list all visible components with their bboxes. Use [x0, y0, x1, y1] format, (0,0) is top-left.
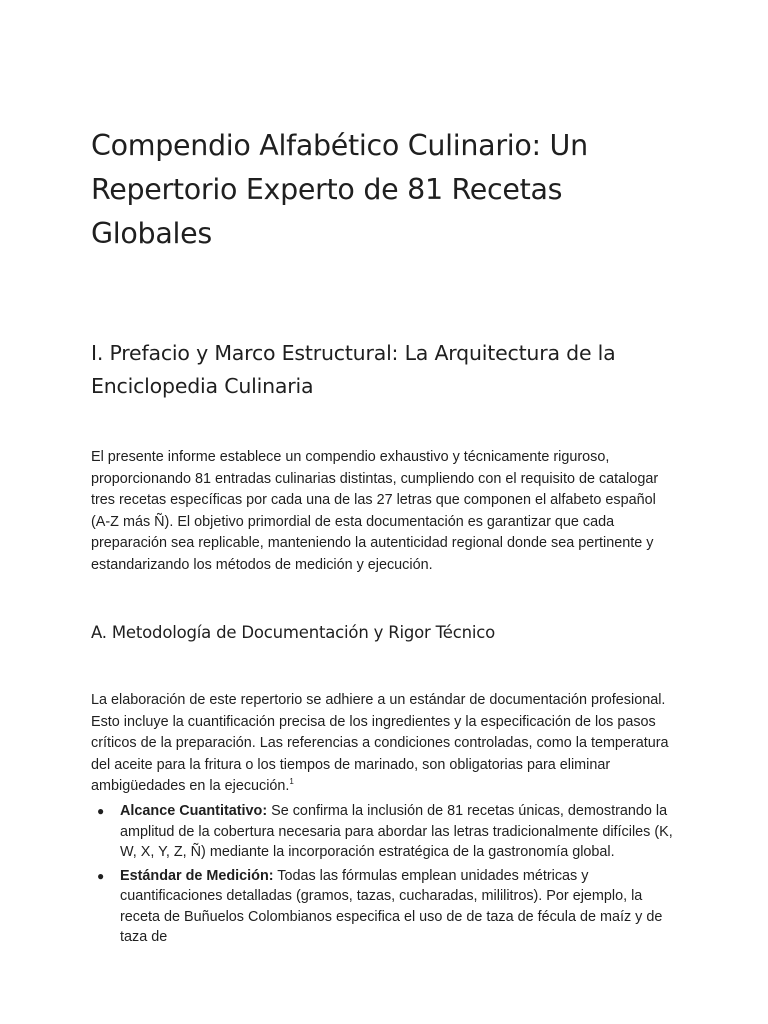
footnote-reference[interactable]: 1: [289, 777, 294, 787]
bullet-icon: ●: [97, 868, 105, 883]
intro-paragraph: El presente informe establece un compendio exhaustivo y técnicamente riguroso, proporcionando 81 entradas culinarias distintas, cumpliendo con el requisito de catalogar tres recetas específicas por cada una de las 27 letras que componen el alfabeto español (A-Z más Ñ). El objetivo primordial de esta documentación es garantizar que cada preparación sea replicable, manteniendo la autenticidad regional donde sea pertinente y estandarizando los métodos de medición y ejecución.: [91, 449, 659, 573]
list-item: [91, 801, 681, 863]
section-heading: I. Prefacio y Marco Estructural: La Arquitectura de la Enciclopedia Culinaria: [91, 341, 616, 398]
list-item: [91, 866, 681, 948]
bullet-icon: ●: [97, 804, 105, 818]
list-item-label: Estándar de Medición:: [120, 867, 274, 884]
method-paragraph-text: La elaboración de este repertorio se adhiere a un estándar de documentación profesional. Esto incluye la cuantificación precisa de los ingredientes y la especificación de los pasos críticos de la preparación. Las referencias a condiciones controladas, como la temperatura del aceite para la fritura o los tiempos de marinado, son obligatorias para eliminar ambigüedades en la ejecución.: [91, 692, 669, 795]
list-item-label: Alcance Cuantitativo:: [120, 803, 268, 819]
subsection-heading: A. Metodología de Documentación y Rigor Técnico: [91, 623, 495, 642]
document-title: Compendio Alfabético Culinario: Un Repertorio Experto de 81 Recetas Globales: [91, 129, 588, 250]
method-paragraph: [91, 690, 669, 798]
list-item-text: Todas las fórmulas emplean unidades métricas y cuantificaciones detalladas (gramos, tazas, cucharadas, mililitros). Por ejemplo, la receta de Buñuelos Colombianos especifica el uso de de taza de fécula de maíz y de taza de: [120, 867, 663, 945]
bullet-list: [91, 801, 681, 951]
list-item-text: Se confirma la inclusión de 81 recetas únicas, demostrando la amplitud de la cobertura necesaria para abordar las letras tradicionalmente difíciles (K, W, X, Y, Z, Ñ) mediante la incorporación estratégica de la gastronomía global.: [120, 803, 673, 860]
